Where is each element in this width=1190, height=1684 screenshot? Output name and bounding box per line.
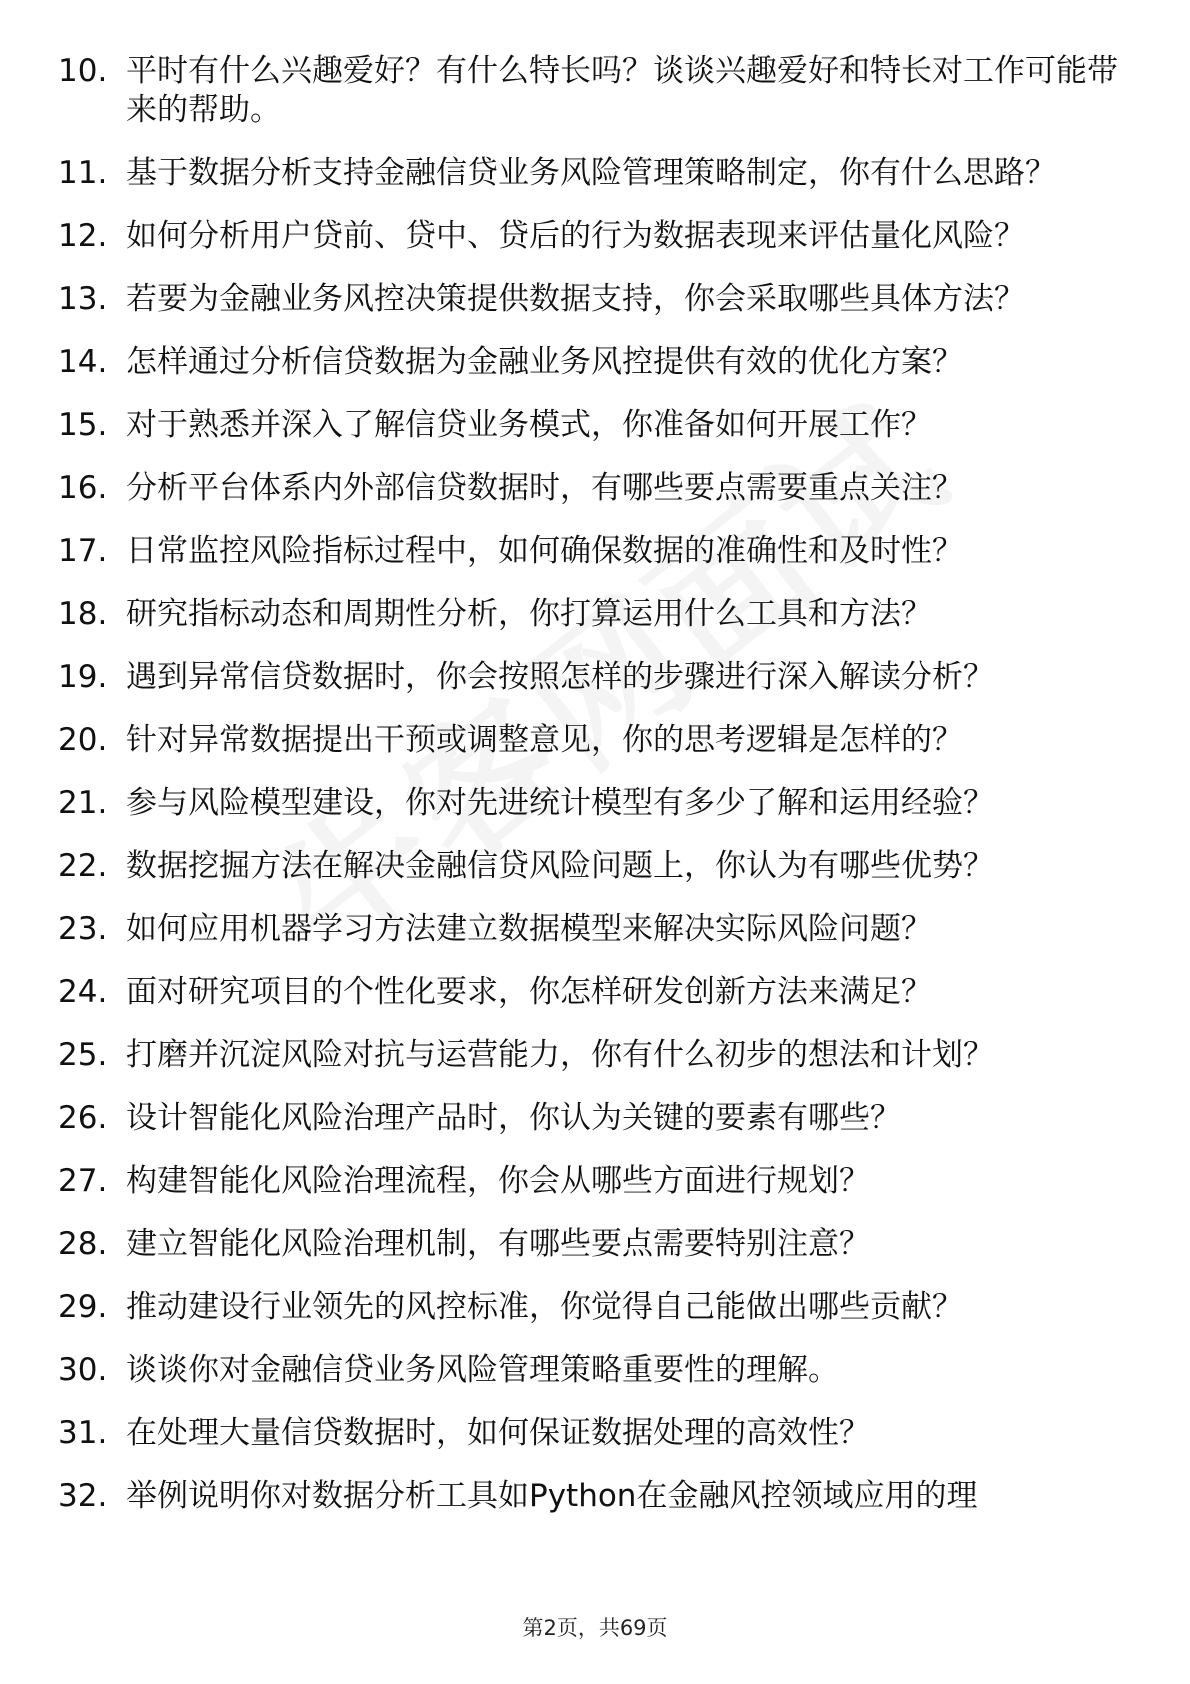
question-item <box>58 784 1118 823</box>
question-item <box>58 1477 1118 1516</box>
question-number: 20. <box>58 722 108 758</box>
question-number: 24. <box>58 974 108 1010</box>
question-number: 25. <box>58 1037 108 1073</box>
question-text: 针对异常数据提出干预或调整意见，你的思考逻辑是怎样的？ <box>126 722 963 758</box>
question-number: 26. <box>58 1100 108 1136</box>
question-text: 数据挖掘方法在解决金融信贷风险问题上，你认为有哪些优势？ <box>126 848 994 884</box>
page-number: 第2页，共69页 <box>522 1616 668 1640</box>
question-text: 推动建设行业领先的风控标准，你觉得自己能做出哪些贡献？ <box>126 1289 963 1325</box>
question-text: 分析平台体系内外部信贷数据时，有哪些要点需要重点关注？ <box>126 470 963 506</box>
question-item <box>58 1162 1118 1201</box>
question-item <box>58 343 1118 382</box>
question-number: 29. <box>58 1289 108 1325</box>
question-text: 设计智能化风险治理产品时，你认为关键的要素有哪些？ <box>126 1100 901 1136</box>
question-item <box>58 1414 1118 1453</box>
question-number: 13. <box>58 281 108 317</box>
question-text: 对于熟悉并深入了解信贷业务模式，你准备如何开展工作？ <box>126 407 932 443</box>
question-text: 面对研究项目的个性化要求，你怎样研发创新方法来满足？ <box>126 974 932 1010</box>
question-text: 研究指标动态和周期性分析，你打算运用什么工具和方法？ <box>126 596 932 632</box>
question-number: 21. <box>58 785 108 821</box>
question-number: 22. <box>58 848 108 884</box>
question-text: 怎样通过分析信贷数据为金融业务风控提供有效的优化方案？ <box>126 344 963 380</box>
question-number: 18. <box>58 596 108 632</box>
question-number: 19. <box>58 659 108 695</box>
question-text: 日常监控风险指标过程中，如何确保数据的准确性和及时性？ <box>126 533 963 569</box>
question-item <box>58 52 1118 130</box>
question-item <box>58 1225 1118 1264</box>
question-number: 11. <box>58 155 108 191</box>
question-number: 12. <box>58 218 108 254</box>
question-text: 遇到异常信贷数据时，你会按照怎样的步骤进行深入解读分析？ <box>126 659 994 695</box>
question-number: 23. <box>58 911 108 947</box>
question-number: 30. <box>58 1352 108 1388</box>
question-text: 如何应用机器学习方法建立数据模型来解决实际风险问题？ <box>126 911 932 947</box>
question-list <box>58 52 1118 1540</box>
question-text: 平时有什么兴趣爱好？有什么特长吗？谈谈兴趣爱好和特长对工作可能带来的帮助。 <box>126 53 1118 128</box>
question-text: 参与风险模型建设，你对先进统计模型有多少了解和运用经验？ <box>126 785 994 821</box>
question-item <box>58 532 1118 571</box>
question-item <box>58 1036 1118 1075</box>
question-item <box>58 658 1118 697</box>
question-text: 基于数据分析支持金融信贷业务风险管理策略制定，你有什么思路？ <box>126 155 1056 191</box>
question-item <box>58 595 1118 634</box>
question-number: 15. <box>58 407 108 443</box>
question-text: 打磨并沉淀风险对抗与运营能力，你有什么初步的想法和计划？ <box>126 1037 994 1073</box>
question-item <box>58 910 1118 949</box>
question-text: 谈谈你对金融信贷业务风险管理策略重要性的理解。 <box>126 1352 839 1388</box>
question-item <box>58 973 1118 1012</box>
question-text: 如何分析用户贷前、贷中、贷后的行为数据表现来评估量化风险？ <box>126 218 1025 254</box>
question-number: 27. <box>58 1163 108 1199</box>
question-item <box>58 280 1118 319</box>
question-number: 10. <box>58 53 108 89</box>
question-number: 28. <box>58 1226 108 1262</box>
question-text: 建立智能化风险治理机制，有哪些要点需要特别注意？ <box>126 1226 870 1262</box>
question-number: 17. <box>58 533 108 569</box>
question-item <box>58 1288 1118 1327</box>
question-number: 32. <box>58 1478 108 1514</box>
question-number: 31. <box>58 1415 108 1451</box>
question-item <box>58 217 1118 256</box>
question-item <box>58 406 1118 445</box>
question-number: 16. <box>58 470 108 506</box>
question-item <box>58 1351 1118 1390</box>
question-item <box>58 469 1118 508</box>
question-text: 若要为金融业务风控决策提供数据支持，你会采取哪些具体方法？ <box>126 281 1025 317</box>
question-item <box>58 154 1118 193</box>
question-text: 举例说明你对数据分析工具如Python在金融风控领域应用的理 <box>126 1478 978 1514</box>
question-item <box>58 847 1118 886</box>
question-text: 在处理大量信贷数据时，如何保证数据处理的高效性？ <box>126 1415 870 1451</box>
question-item <box>58 721 1118 760</box>
question-item <box>58 1099 1118 1138</box>
question-number: 14. <box>58 344 108 380</box>
question-text: 构建智能化风险治理流程，你会从哪些方面进行规划？ <box>126 1163 870 1199</box>
